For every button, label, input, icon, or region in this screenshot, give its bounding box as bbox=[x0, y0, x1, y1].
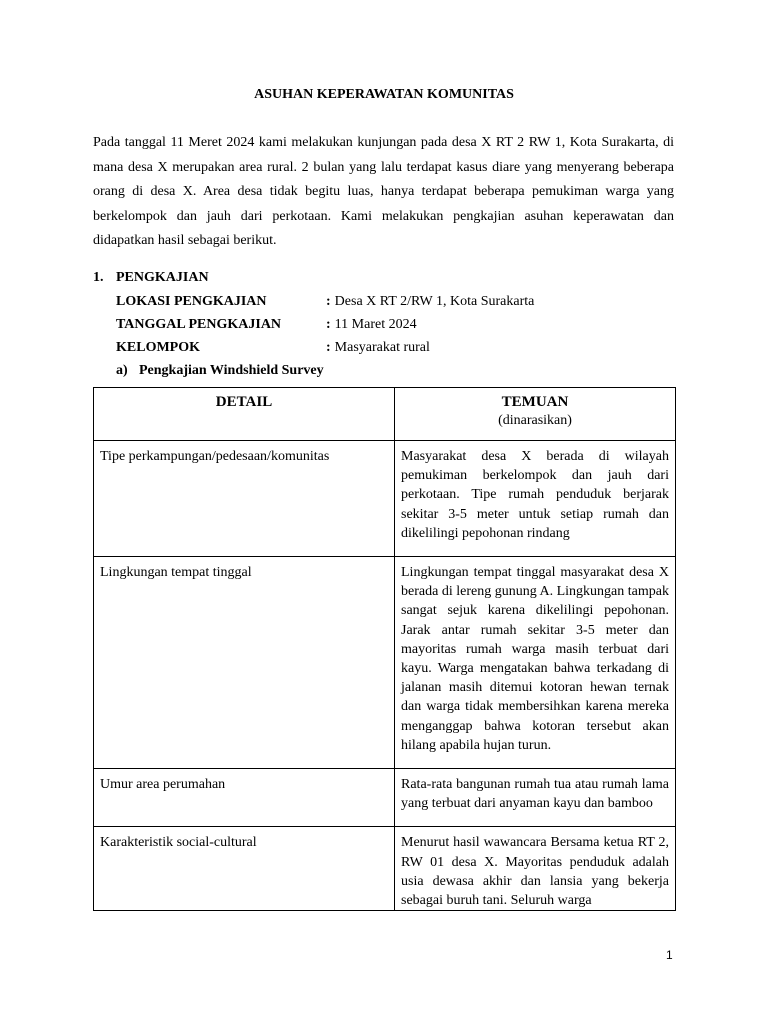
info-label: LOKASI PENGKAJIAN bbox=[116, 294, 267, 309]
finding-cell: Lingkungan tempat tinggal masyarakat desa X berada di lereng gunung A. Lingkungan tampak sangat sejuk karena dikelilingi pepohonan. Jarak antar rumah sekitar 3-5 meter dan mayoritas rumah warga masih terbuat dari kayu. Warga mengatakan bahwa terkadang di jalanan masih ditemui kotoran hewan ternak dan warga tidak membersihkan karena mereka menganggap bahwa kotoran tersebut akan hilang apabila hujan turun. bbox=[395, 557, 676, 769]
subsection-title: Pengkajian Windshield Survey bbox=[139, 363, 324, 378]
info-colon: : bbox=[326, 340, 331, 355]
detail-cell: Lingkungan tempat tinggal bbox=[94, 557, 395, 769]
info-value: 11 Maret 2024 bbox=[334, 317, 417, 332]
finding-cell: Rata-rata bangunan rumah tua atau rumah lama yang terbuat dari anyaman kayu dan bamboo bbox=[395, 769, 676, 827]
intro-paragraph: Pada tanggal 11 Meret 2024 kami melakukan kunjungan pada desa X RT 2 RW 1, Kota Surakarta, di mana desa X merupakan area rural. 2 bulan yang lalu terdapat kasus diare yang menyerang beberapa orang di desa X. Area desa tidak begitu luas, hanya terdapat beberapa pemukiman warga yang berkelompok dan jauh dari perkotaan. Kami melakukan pengkajian asuhan keperawatan dan didapatkan hasil sebagai berikut. bbox=[93, 135, 674, 248]
windshield-survey-table bbox=[93, 387, 676, 911]
info-colon: : bbox=[326, 294, 331, 309]
table-row bbox=[94, 441, 676, 557]
section-number: 1. bbox=[93, 270, 104, 285]
info-label: KELOMPOK bbox=[116, 340, 200, 355]
subsection-heading bbox=[116, 363, 324, 379]
info-value: Desa X RT 2/RW 1, Kota Surakarta bbox=[334, 294, 535, 309]
info-value: Masyarakat rural bbox=[334, 340, 430, 355]
page-number: 1 bbox=[666, 948, 673, 962]
table-row bbox=[94, 557, 676, 769]
detail-cell: Tipe perkampungan/pedesaan/komunitas bbox=[94, 441, 395, 557]
document-title: ASUHAN KEPERAWATAN KOMUNITAS bbox=[254, 87, 514, 102]
info-row-date bbox=[116, 317, 417, 337]
header-temuan-label: TEMUAN bbox=[501, 394, 569, 410]
section-title: PENGKAJIAN bbox=[116, 270, 209, 285]
finding-cell: Masyarakat desa X berada di wilayah pemukiman berkelompok dan jauh dari perkotaan. Tipe rumah penduduk berjarak sekitar 3-5 meter untuk setiap rumah dan dikelilingi pepohonan rindang bbox=[395, 441, 676, 557]
finding-cell: Menurut hasil wawancara Bersama ketua RT 2, RW 01 desa X. Mayoritas penduduk adalah usia dewasa akhir dan lansia yang bekerja sebagai buruh tani. Seluruh warga bbox=[395, 827, 676, 911]
detail-cell: Karakteristik social-cultural bbox=[94, 827, 395, 911]
table-row bbox=[94, 769, 676, 827]
table-header-row bbox=[94, 388, 676, 441]
header-detail bbox=[94, 388, 395, 441]
info-label: TANGGAL PENGKAJIAN bbox=[116, 317, 282, 332]
info-row-group bbox=[116, 340, 430, 360]
info-colon: : bbox=[326, 317, 331, 332]
detail-cell: Umur area perumahan bbox=[94, 769, 395, 827]
header-detail-label: DETAIL bbox=[215, 394, 273, 410]
table-row bbox=[94, 827, 676, 911]
header-temuan-note: (dinarasikan) bbox=[498, 413, 572, 428]
info-row-location bbox=[116, 294, 534, 314]
header-temuan bbox=[395, 388, 676, 441]
section-heading bbox=[93, 270, 209, 286]
subsection-marker: a) bbox=[116, 363, 128, 378]
